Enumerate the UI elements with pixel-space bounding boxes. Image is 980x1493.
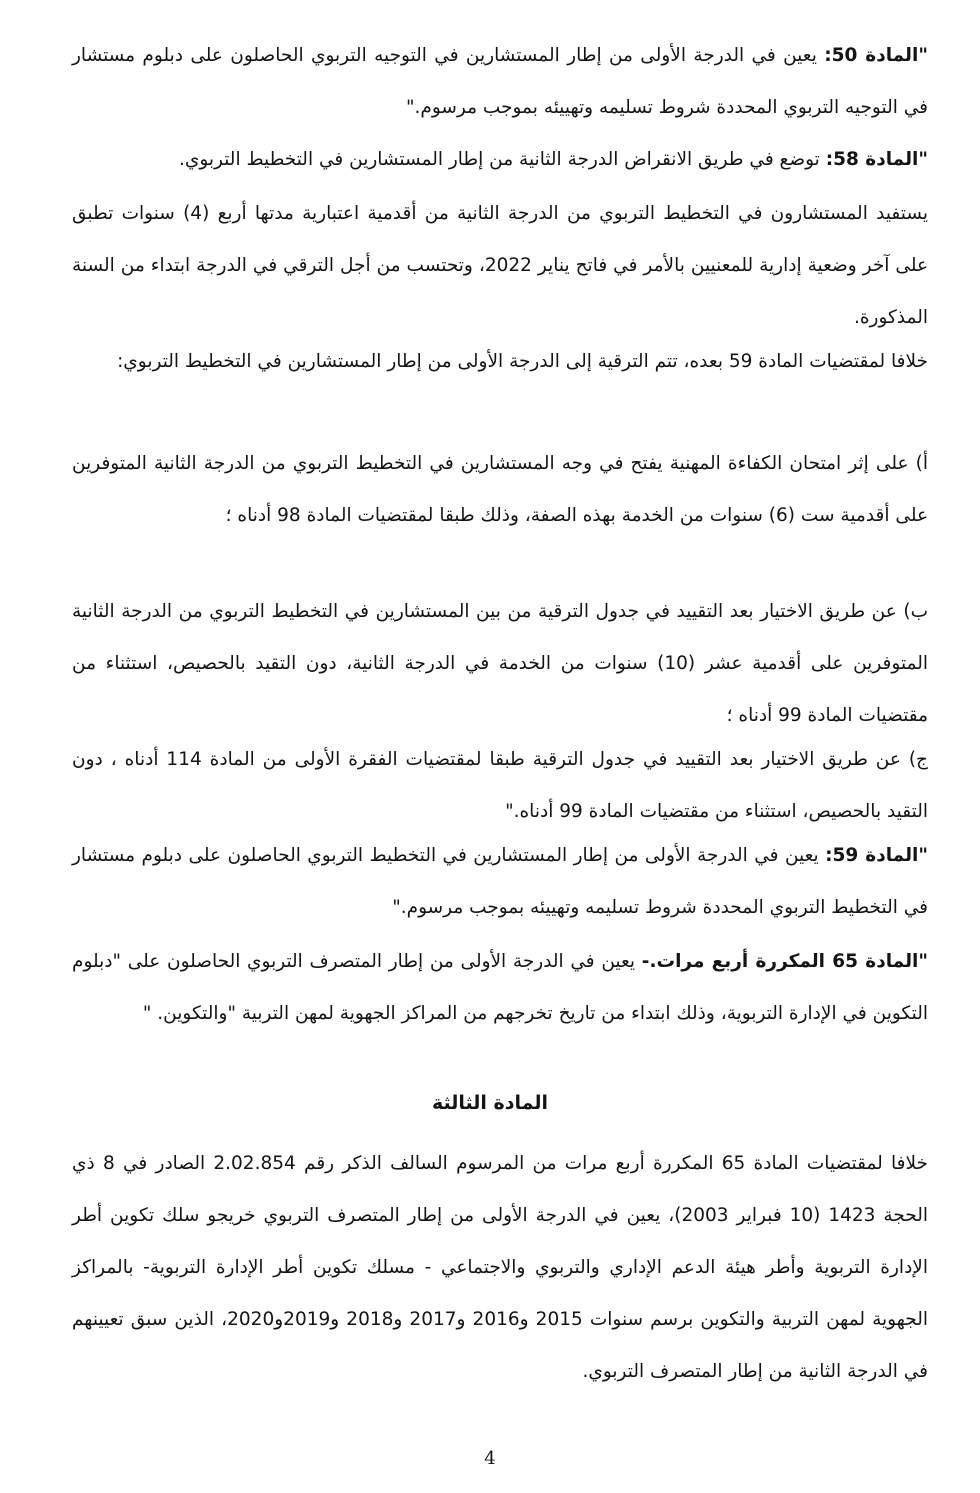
article-59 [72, 830, 928, 934]
article-50-label: "المادة 50: [824, 45, 928, 66]
list-marker-a: أ) [915, 453, 928, 474]
article-58-paragraph-1: يستفيد المستشارون في التخطيط التربوي من الدرجة الثانية من أقدمية اعتبارية مدتها أربع (4) سنوات تطبق على آخر وضعية إدارية للمعنيين بالأمر في فاتح يناير 2022، وتحتسب من أجل الترقي في الدرجة ابتداء من السنة المذكورة. [72, 203, 928, 328]
article-65-bis [72, 936, 928, 1040]
article-50 [72, 30, 928, 134]
list-item-c [72, 734, 928, 838]
article-58-label: "المادة 58: [825, 149, 928, 170]
article-65-bis-text: يعين في الدرجة الأولى من إطار المتصرف التربوي الحاصلون على "دبلوم التكوين في الإدارة التربوية، وذلك ابتداء من تاريخ تخرجهم من المراكز الجهوية لمهن التربية "والتكوين. " [72, 951, 928, 1024]
article-58 [72, 134, 928, 186]
article-65-bis-label: "المادة 65 المكررة أربع مرات.- [641, 951, 928, 972]
article-59-label: "المادة 59: [825, 845, 928, 866]
article-59-text: يعين في الدرجة الأولى من إطار المستشارين في التخطيط التربوي الحاصلون على دبلوم مستشار في التخطيط التربوي المحددة شروط تسليمه وتهييئه بموجب مرسوم." [72, 845, 928, 918]
list-item-b [72, 586, 928, 742]
article-58-text: توضع في طريق الانقراض الدرجة الثانية من إطار المستشارين في التخطيط التربوي. [178, 149, 826, 170]
list-item-c-text: عن طريق الاختيار بعد التقييد في جدول الترقية طبقا لمقتضيات الفقرة الأولى من المادة 114 أدناه ، دون التقيد بالحصيص، استثناء من مقتضيات المادة 99 أدناه." [72, 749, 928, 822]
article-50-text: يعين في الدرجة الأولى من إطار المستشارين في التوجيه التربوي الحاصلون على دبلوم مستشار في التوجيه التربوي المحددة شروط تسليمه وتهييئه بموجب مرسوم." [72, 45, 928, 118]
section-3-paragraph: خلافا لمقتضيات المادة 65 المكررة أربع مرات من المرسوم السالف الذكر رقم 2.02.854 الصادر في 8 ذي الحجة 1423 (10 فبراير 2003)، يعين في الدرجة الأولى من إطار المتصرف التربوي خريجو سلك تكوين أطر الإدارة التربوية وأطر هيئة الدعم الإداري والتربوي والاجتماعي - مسلك تكوين أطر الإدارة التربوية- بالمراكز الجهوية لمهن التربية والتكوين برسم سنوات 2015 و2016 و2017 و2018 و2019و2020، الذين سبق تعيينهم في الدرجة الثانية من إطار المتصرف التربوي. [72, 1153, 928, 1382]
list-marker-c: ج) [908, 749, 928, 770]
page-number: 4 [484, 1448, 496, 1469]
list-item-a-text: على إثر امتحان الكفاءة المهنية يفتح في وجه المستشارين في التخطيط التربوي من الدرجة الثانية المتوفرين على أقدمية ست (6) سنوات من الخدمة بهذه الصفة، وذلك طبقا لمقتضيات المادة 98 أدناه ؛ [72, 453, 928, 526]
list-item-a [72, 438, 928, 542]
article-58-paragraph-2: خلافا لمقتضيات المادة 59 بعده، تتم الترقية إلى الدرجة الأولى من إطار المستشارين في التخطيط التربوي: [117, 351, 928, 372]
section-heading: المادة الثالثة [431, 1092, 549, 1114]
list-item-b-text: عن طريق الاختيار بعد التقييد في جدول الترقية من بين المستشارين في التخطيط التربوي من الدرجة الثانية المتوفرين على أقدمية عشر (10) سنوات من الخدمة في الدرجة الثانية، دون التقيد بالحصيص، استثناء من مقتضيات المادة 99 أدناه ؛ [72, 601, 928, 726]
list-marker-b: ب) [903, 601, 928, 622]
